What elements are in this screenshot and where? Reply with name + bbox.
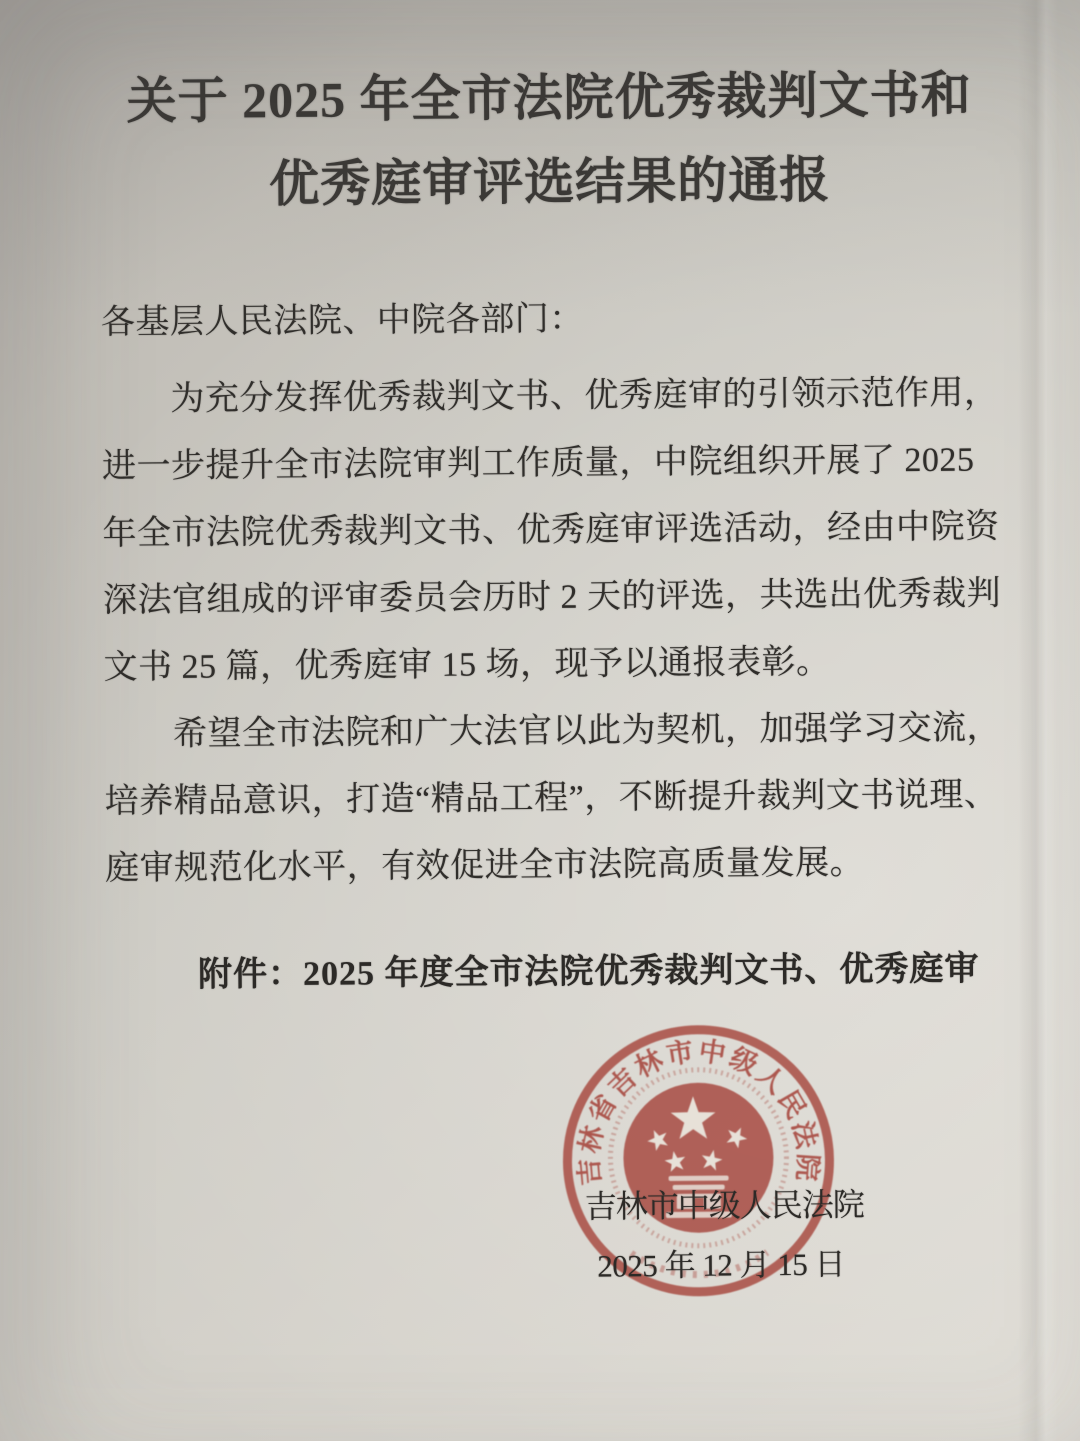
document-line: 培养精品意识，打造“精品工程”，不断提升裁判文书说理、 — [104, 776, 999, 821]
document-line: 希望全市法院和广大法官以此为契机，加强学习交流， — [103, 709, 1002, 754]
document-body — [0, 282, 1010, 903]
document-line: 庭审规范化水平，有效促进全市法院高质量发展。 — [105, 844, 865, 888]
document-line: 深法官组成的评审委员会历时 2 天的评选，共选出优秀裁判 — [102, 575, 1002, 620]
document-line: 文书 25 篇，优秀庭审 15 场，现予以通报表彰。 — [103, 643, 831, 687]
document-title-line-1: 关于 2025 年全市法院优秀裁判文书和 — [126, 66, 972, 130]
document-line: 各基层人民法院、中院各部门： — [100, 300, 584, 342]
attachment-line: 附件：2025 年度全市法院优秀裁判文书、优秀庭审 — [197, 950, 980, 994]
document-line: 进一步提升全市法院审判工作质量，中院组织开展了 2025 — [101, 441, 975, 486]
document-line: 年全市法院优秀裁判文书、优秀庭审评选活动，经由中院资 — [102, 508, 1000, 553]
seal-ring-label: 吉林省吉林市中级人民法院 — [573, 1035, 824, 1187]
document-title — [0, 52, 1076, 228]
document-title-line-2: 优秀庭审评选结果的通报 — [269, 151, 831, 213]
document-line: 为充分发挥优秀裁判文书、优秀庭审的引领示范作用， — [101, 374, 999, 419]
signature-line: 吉林市中级人民法院 — [584, 1186, 864, 1225]
date-line: 2025 年 12 月 15 日 — [597, 1246, 846, 1284]
